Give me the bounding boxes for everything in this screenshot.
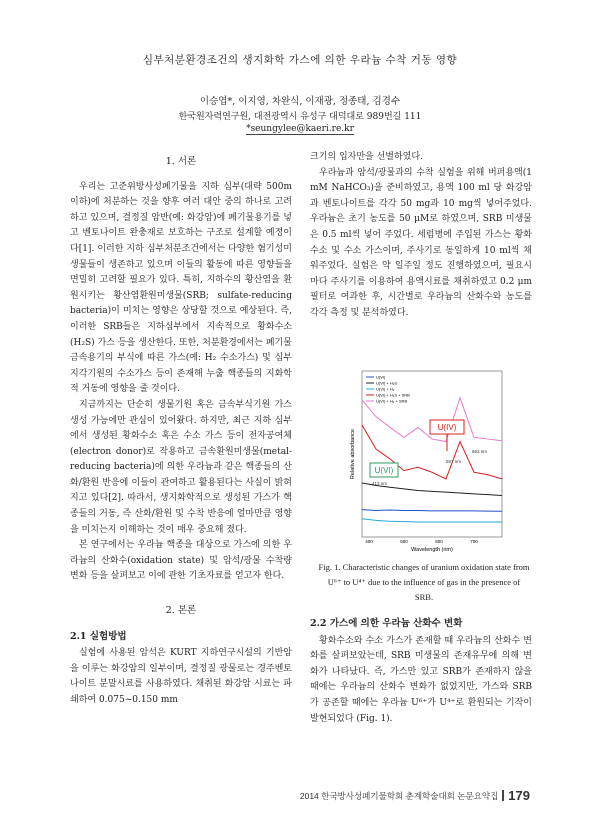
footer-text: 2014 한국방사성폐기물학회 춘계학술대회 논문요약집 <box>299 791 499 801</box>
legend-entry-3: U(VI) + H₂S + SRB <box>376 392 410 398</box>
intro-paragraph-2: 지금까지는 단순히 생물기원 혹은 금속부식기원 가스 생성 가능에만 관심이 있어왔다. 하지만, 최근 지하 심부에서 생성된 황화수소 혹은 수소 가스 등이 전자공여체(electron donor)로 작용하고 금속환원미생물(metal-reducing bacteria)에 의한 우라늄과 같은 핵종들의 산화/환원 반응에 이들이 관여하고 활용된다는 사실이 밝혀지고 있다[2]. 따라서, 생지화학적으로 생성된 가스가 핵종들의 거동, 즉 산화/환원 및 수착 반응에 얼마만큼 영향을 미치는지 이해하는 것이 매우 중요해 졌다. <box>70 399 292 535</box>
x-tick-1: 500 <box>400 539 408 544</box>
x-tick-2: 600 <box>435 539 443 544</box>
method-continued: 크기의 입자만을 선별하였다. <box>310 152 423 162</box>
oxidation-paragraph: 황화수소와 수소 가스가 존재할 때 우라늄의 산화수 변화를 살펴보았는데, SRB 미생물의 존재유무에 의해 변화가 나타났다. 즉, 가스만 있고 SRB가 존재하지 않을 때에는 우라늄의 산화수 변화가 없었지만, 가스와 SRB가 공존할 때에는 우라늄 U⁶⁺가 U⁴⁺로 환원되는 기작이 발현되었다 (Fig. 1). <box>310 635 532 724</box>
legend-entry-0: U(VI) <box>376 374 386 380</box>
right-column-lower <box>310 610 532 727</box>
legend-entry-4: U(VI) + H₂ + SRB <box>376 398 408 404</box>
page-footer <box>300 788 530 803</box>
x-tick-labels <box>365 539 478 544</box>
peak-label-663: 663 nm <box>472 449 488 454</box>
x-tick-3: 700 <box>470 539 478 544</box>
paper-title: 심부처분환경조건의 생지화학 가스에 의한 우라늄 수착 거동 영향 <box>142 54 458 66</box>
intro-paragraph-1: 우리는 고준위방사성폐기물을 지하 심부(대략 500m 이하)에 처분하는 것을 향후 여러 대안 중의 하나로 고려하고 있으며, 결정질 암반(예: 화강암)에 폐기물용기를 넣고 벤토나이트 완충재로 보호하는 구조로 설계할 예정이다[1]. 이러한 지하 심부처분조건에서는 다양한 혐기성미생물들이 생존하고 있으며 이들의 활동에 따른 영향들을 면밀히 고려할 필요가 있다. 특히, 지하수의 황산염을 환원시키는 황산염환원미생물(SRB; sulfate-reducing bacteria)이 미치는 영향은 상당할 것으로 예상된다. 즉, 이러한 SRB들은 지하심부에서 지속적으로 황화수소(H₂S) 가스 등을 생산한다. 또한, 처분환경에서는 폐기물 금속용기의 부식에 따른 가스(예: H₂ 수소가스) 및 심부지각기원의 수소가스 등이 존재해 누출 핵종들의 지화학적 거동에 영향을 줄 것이다. <box>70 181 292 395</box>
affiliation: 한국원자력연구원, 대전광역시 유성구 대덕대로 989번길 111 <box>178 112 422 122</box>
page-number: 179 <box>508 788 530 803</box>
subsection-heading-oxidation: 2.2 가스에 의한 우라늄 산화수 변화 <box>310 618 463 629</box>
figure-caption: Fig. 1. Characteristic changes of uranium oxidation state from U⁶⁺ to U⁴⁺ due to the influence of gas in the presence of SRB. <box>318 562 530 602</box>
left-column <box>70 150 292 709</box>
method-paragraph-2: 우라늄과 암석/광물과의 수착 실험을 위해 버퍼용액(1 mM NaHCO₃)을 준비하였고, 용액 100 ml 당 화강암과 벤토나이트를 각각 50 mg과 10 mg씩 넣어주었다. 우라늄은 초기 농도를 50 μM로 하였으며, SRB 미생물은 0.5 ml씩 넣어 주었다. 세럼병에 주입된 가스는 황화수소 및 수소 가스이며, 주사기로 동일하게 10 ml씩 채워주었다. 실험은 약 일주일 정도 진행하였으며, 필요시마다 주사기를 이용하여 용액시료를 채취하였고 0.2 μm 필터로 여과한 후, 시간별로 우라늄의 산화수와 농도를 각각 측정 및 분석하였다. <box>310 167 532 318</box>
uv-vis-spectrum-figure <box>348 365 506 555</box>
legend-entry-2: U(VI) + H₂ <box>376 386 395 392</box>
email-line <box>0 124 600 134</box>
peak-label-557: 557 nm <box>446 459 462 464</box>
intro-paragraph-3: 본 연구에서는 우라늄 핵종을 대상으로 가스에 의한 우라늄의 산화수(oxidation state) 및 암석/광물 수착량 변화 등을 살펴보고 이에 관한 기초자료를 얻고자 한다. <box>70 540 292 582</box>
u6-label: U(VI) <box>374 466 394 475</box>
section-heading-intro: 1. 서론 <box>165 156 197 167</box>
u4-label: U(IV) <box>437 423 457 432</box>
footer-divider <box>502 790 504 801</box>
peak-label-413: 413 nm <box>372 481 388 486</box>
right-column <box>310 150 532 322</box>
u6-annotation <box>370 463 398 477</box>
x-axis-label: Wavelength (nm) <box>411 547 453 553</box>
subsection-heading-method: 2.1 실험방법 <box>70 630 127 642</box>
section-heading-body: 2. 본론 <box>165 605 197 617</box>
legend-entry-1: U(VI) + H₂S <box>376 380 397 386</box>
x-tick-0: 400 <box>365 539 373 544</box>
email-link[interactable]: *seungylee@kaeri.re.kr <box>246 124 354 134</box>
y-axis-label: Relative absorbance <box>350 428 356 480</box>
author-list: 이승엽*, 이지영, 차완식, 이재광, 정종태, 김경수 <box>199 96 401 107</box>
method-paragraph: 실험에 사용된 암석은 KURT 지하연구시설의 기반암을 이루는 화강암의 일부이며, 결정질 광물로는 경주벤토나이트 분말시료를 사용하였다. 채취된 화강암 시료는 파쇄하여 0.075~0.150 mm <box>70 648 292 705</box>
